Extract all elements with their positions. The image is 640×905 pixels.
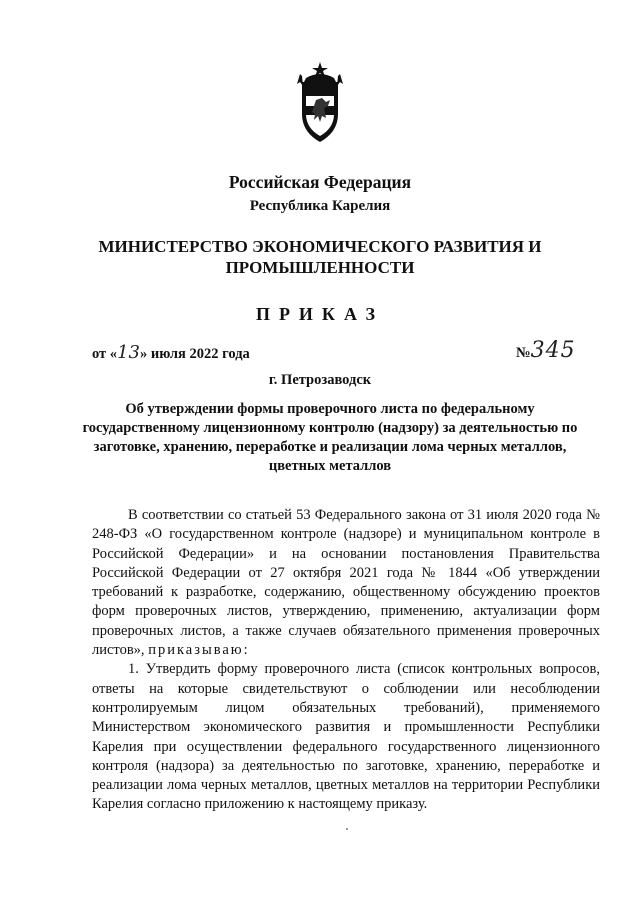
country-name: Российская Федерация [228,172,412,192]
ministry-name [0,236,640,278]
city-name: г. Петрозаводск [268,372,372,388]
date-prefix: от « [92,346,118,362]
order-date [92,342,250,363]
handwritten-day: 13 [117,342,140,363]
ministry-name-line-2: ПРОМЫШЛЕННОСТИ [225,258,415,277]
date-month-year: » июля 2022 года [139,346,250,362]
handwritten-number: 345 [530,338,576,363]
karelia-coat-of-arms-icon [292,60,348,144]
document-type-title: ПРИКАЗ [255,304,385,324]
order-word: приказываю: [148,642,250,659]
order-body [92,506,600,815]
preamble-text: В соответствии со статьей 53 Федерального закона от 31 июля 2020 года № 248-ФЗ «О государственном контроле (надзоре) и муниципальном контроле в Российской Федерации» и на основании постановления Правительства Российской Федерации от 27 октября 2021 года № 1844 «Об утверждении требований к разработке, содержанию, общественному обсуждению проектов форм проверочных листов, утверждению, применению, актуализации форм проверочных листов, а также случаев обязательного применения проверочных листов», [92,507,600,659]
republic-name: Республика Карелия [249,198,391,214]
scan-speck [346,828,348,830]
item-1-paragraph: 1. Утвердить форму проверочного листа (список контрольных вопросов, ответы на которые свидетельствуют о соблюдении или несоблюдении контролируемым лицом обязательных требований), применяемого Министерством экономического развития и промышленности Республики Карелия при осуществлении федерального государственного лицензионного контроля (надзора) за деятельностью по заготовке, хранению, переработке и реализации лома черных металлов, цветных металлов на территории Республики Карелия согласно приложению к настоящему приказу. [92,661,600,813]
preamble-paragraph [92,506,600,660]
number-label: № [516,345,531,361]
ministry-name-line-1: МИНИСТЕРСТВО ЭКОНОМИЧЕСКОГО РАЗВИТИЯ И [98,237,542,256]
order-subject-title: Об утверждении формы проверочного листа по федеральному государственному лицензионному контролю (надзору) за деятельностью по заготовке, хранению, переработке и реализации лома черных металлов, цветных металлов [82,401,578,474]
order-number [516,338,576,363]
